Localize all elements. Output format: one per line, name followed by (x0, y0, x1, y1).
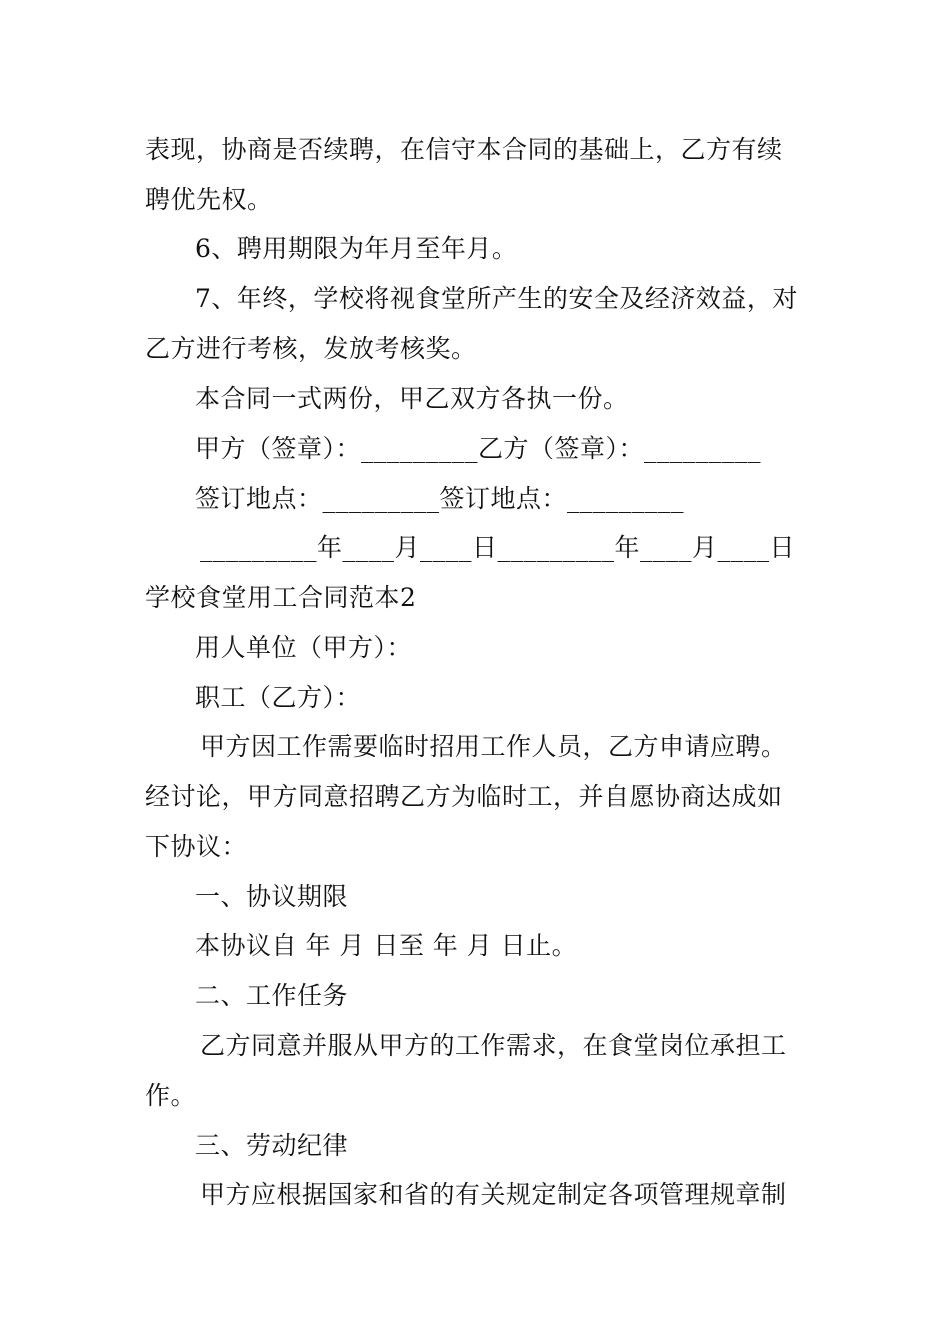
paragraph-line: 乙方进行考核，发放考核奖。 (145, 334, 477, 363)
heading-labor-discipline: 三、劳动纪律 (195, 1131, 349, 1160)
agreement-term-line: 本协议自 年 月 日至 年 月 日止。 (195, 931, 578, 960)
paragraph-line: 乙方同意并服从甲方的工作需求，在食堂岗位承担工 (200, 1031, 787, 1060)
signing-date-line: _________年____月____日_________年____月____日 (200, 533, 796, 562)
copies-statement: 本合同一式两份，甲乙双方各执一份。 (195, 384, 629, 413)
signature-line: 甲方（签章）：_________乙方（签章）：_________ (195, 434, 762, 463)
employer-line: 用人单位（甲方）： (195, 633, 413, 662)
paragraph-line: 聘优先权。 (145, 185, 273, 214)
paragraph-line: 表现，协商是否续聘，在信守本合同的基础上，乙方有续 (145, 135, 783, 164)
paragraph-line: 下协议： (145, 832, 248, 861)
paragraph-line: 甲方因工作需要临时招用工作人员，乙方申请应聘。 (200, 732, 787, 761)
section-title: 学校食堂用工合同范本2 (145, 583, 417, 612)
paragraph-line: 经讨论，甲方同意招聘乙方为临时工，并自愿协商达成如 (145, 782, 783, 811)
paragraph-line: 甲方应根据国家和省的有关规定制定各项管理规章制 (200, 1180, 787, 1209)
heading-agreement-term: 一、协议期限 (195, 882, 349, 911)
clause-6: 6、聘用期限为年月至年月。 (195, 234, 518, 263)
signing-place-line: 签订地点：_________签订地点：_________ (195, 484, 685, 513)
paragraph-line: 作。 (145, 1081, 197, 1110)
heading-work-tasks: 二、工作任务 (195, 981, 349, 1010)
employee-line: 职工（乙方）： (195, 683, 362, 712)
clause-7: 7、年终，学校将视食堂所产生的安全及经济效益，对 (195, 284, 798, 313)
